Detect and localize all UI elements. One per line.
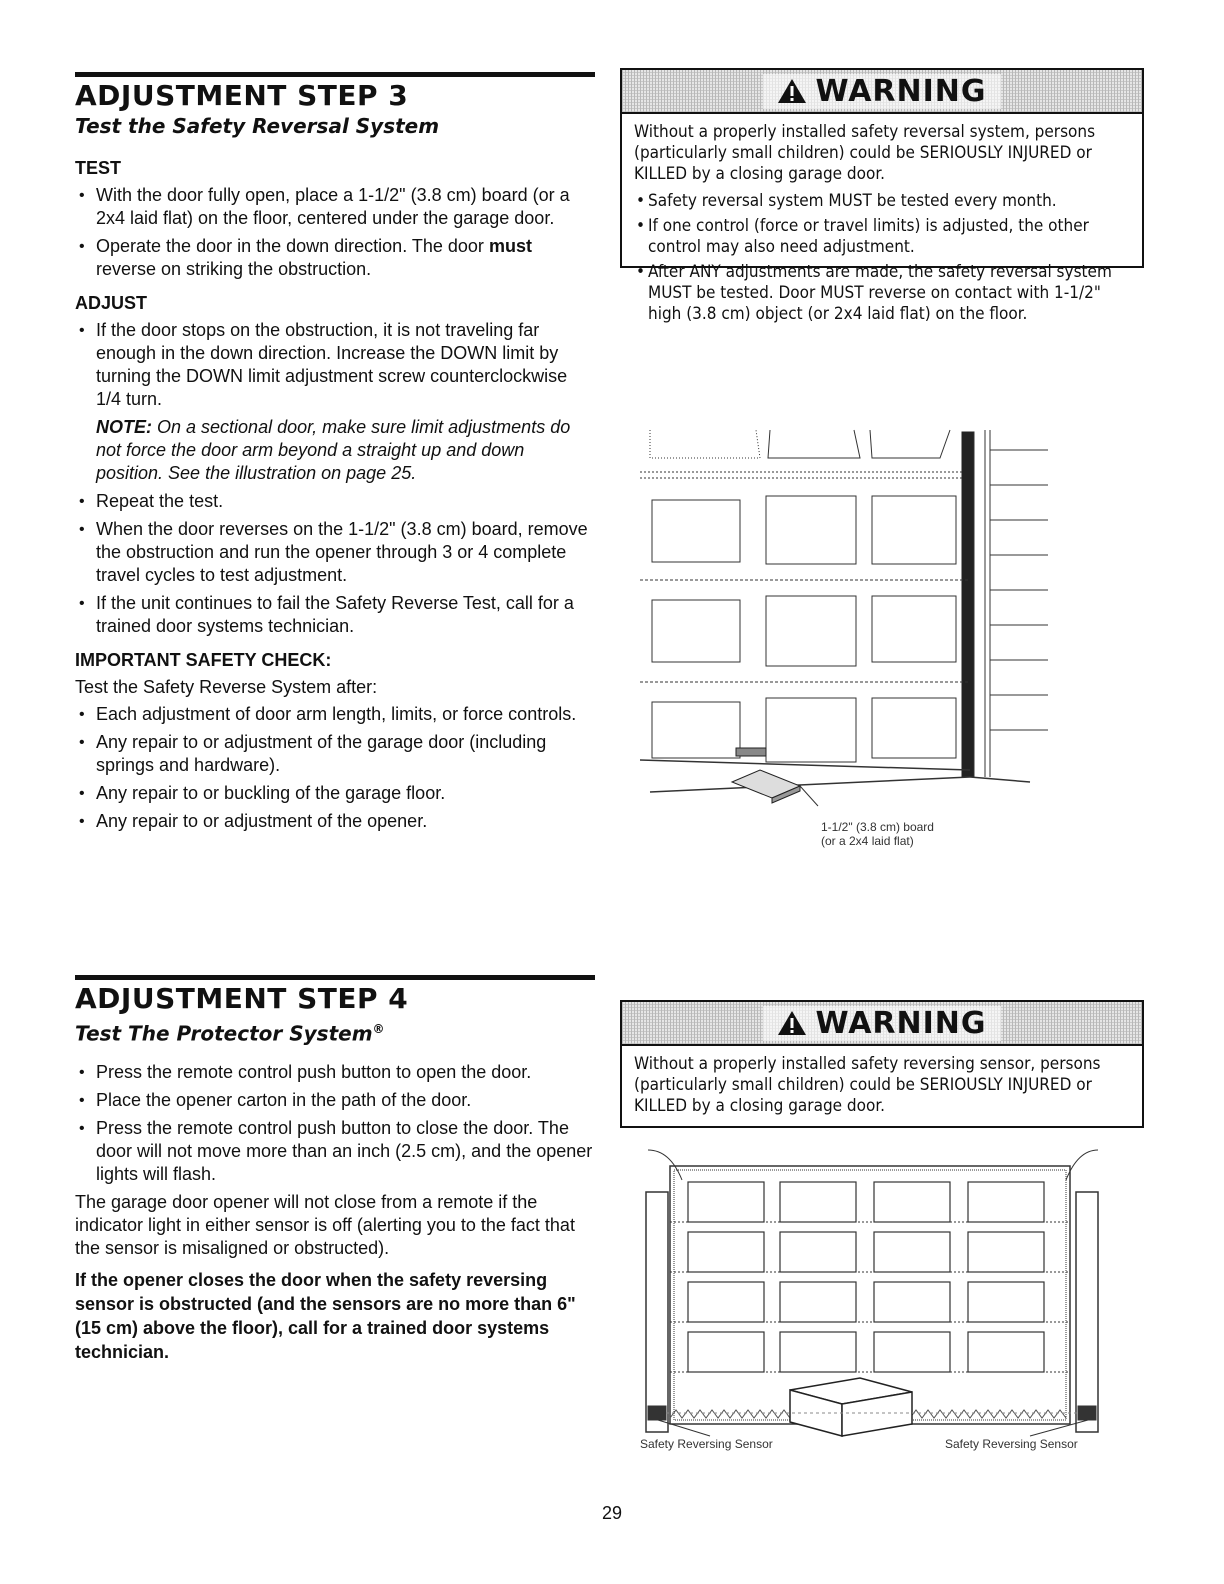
list-item: • With the door fully open, place a 1-1/2" (3.8 cm) board (or a 2x4 laid flat) on the floor, centered under the garage door. <box>75 184 595 230</box>
list-item: • When the door reverses on the 1-1/2" (3.8 cm) board, remove the obstruction and run the opener through 3 or 4 complete travel cycles to test adjustment. <box>75 518 595 587</box>
warning-body <box>622 114 1142 339</box>
step3-subtitle: Test the Safety Reversal System <box>75 114 440 138</box>
warning-box-2 <box>620 1000 1144 1128</box>
adjust-list <box>75 319 595 411</box>
section-rule <box>75 975 595 980</box>
page-number: 29 <box>601 1503 623 1523</box>
board-caption: 1-1/2" (3.8 cm) board (or a 2x4 laid flat) <box>821 820 934 848</box>
note: NOTE: On a sectional door, make sure limit adjustments do not force the door arm beyond a straight up and down position. See the illustration on page 25. <box>96 417 571 483</box>
warning-label: WARNING <box>815 1005 987 1041</box>
left-sensor-caption: Safety Reversing Sensor <box>640 1437 773 1451</box>
warning-intro: Without a properly installed safety reversing sensor, persons (particularly small children) could be SERIOUSLY INJURED or KILLED by a closing garage door. <box>634 1054 1101 1116</box>
step3-title: ADJUSTMENT STEP 3 <box>75 79 409 112</box>
section-rule <box>75 72 595 77</box>
warning-box-1 <box>620 68 1144 324</box>
safety-check-list <box>75 703 595 833</box>
warning-body <box>622 1046 1142 1133</box>
list-item: • Each adjustment of door arm length, limits, or force controls. <box>75 703 595 726</box>
safety-check-heading: IMPORTANT SAFETY CHECK: <box>75 650 332 670</box>
step4-title: ADJUSTMENT STEP 4 <box>75 982 409 1015</box>
test-list <box>75 184 595 281</box>
list-item: • Safety reversal system MUST be tested every month. <box>634 191 1130 212</box>
technician-warning: If the opener closes the door when the safety reversing sensor is obstructed (and the sensors are no more than 6" (15 cm) above the floor), call for a trained door systems technician. <box>75 1269 576 1362</box>
list-item: • Operate the door in the down direction. The door must reverse on striking the obstruction. <box>75 235 595 281</box>
list-item: • After ANY adjustments are made, the safety reversal system MUST be tested. Door MUST reverse on contact with 1-1/2" high (3.8 cm) object (or 2x4 laid flat) on the floor. <box>634 262 1130 325</box>
warning-triangle-icon <box>777 1010 807 1036</box>
warning-label: WARNING <box>815 73 987 109</box>
list-item: • Press the remote control push button to open the door. <box>75 1061 595 1084</box>
door-board-illustration <box>640 420 1060 820</box>
list-item: • Any repair to or buckling of the garage floor. <box>75 782 595 805</box>
list-item: • If one control (force or travel limits) is adjusted, the other control may also need adjustment. <box>634 216 1130 258</box>
sensor-paragraph: The garage door opener will not close from a remote if the indicator light in either sensor is off (alerting you to the fact that the sensor is misaligned or obstructed). <box>75 1191 575 1258</box>
warning-header <box>622 1002 1142 1046</box>
list-item: • Any repair to or adjustment of the opener. <box>75 810 595 833</box>
warning-intro: Without a properly installed safety reversal system, persons (particularly small children) could be SERIOUSLY INJURED or KILLED by a closing garage door. <box>634 122 1096 184</box>
safety-check-intro: Test the Safety Reverse System after: <box>75 677 378 697</box>
list-item: • Repeat the test. <box>75 490 595 513</box>
list-item: • Place the opener carton in the path of the door. <box>75 1089 595 1112</box>
sensor-test-illustration <box>630 1140 1110 1440</box>
step4-subtitle: Test The Protector System® <box>75 1021 385 1046</box>
warning-triangle-icon <box>777 78 807 104</box>
warning-list <box>634 191 1130 325</box>
adjust-heading: ADJUST <box>75 293 148 313</box>
list-item: • Any repair to or adjustment of the garage door (including springs and hardware). <box>75 731 595 777</box>
warning-header <box>622 70 1142 114</box>
step3-section <box>75 72 595 838</box>
test-heading: TEST <box>75 158 122 178</box>
list-item: • Press the remote control push button to close the door. The door will not move more than an inch (2.5 cm), and the opener lights will flash. <box>75 1117 595 1186</box>
step4-list <box>75 1061 595 1186</box>
right-sensor-caption: Safety Reversing Sensor <box>945 1437 1078 1451</box>
list-item: • If the door stops on the obstruction, it is not traveling far enough in the down direction. Increase the DOWN limit by turning the DOWN limit adjustment screw counterclockwise 1/4 turn. <box>75 319 595 411</box>
list-item: • If the unit continues to fail the Safety Reverse Test, call for a trained door systems technician. <box>75 592 595 638</box>
step4-section <box>75 975 595 1364</box>
adjust-list-rest <box>75 490 595 638</box>
